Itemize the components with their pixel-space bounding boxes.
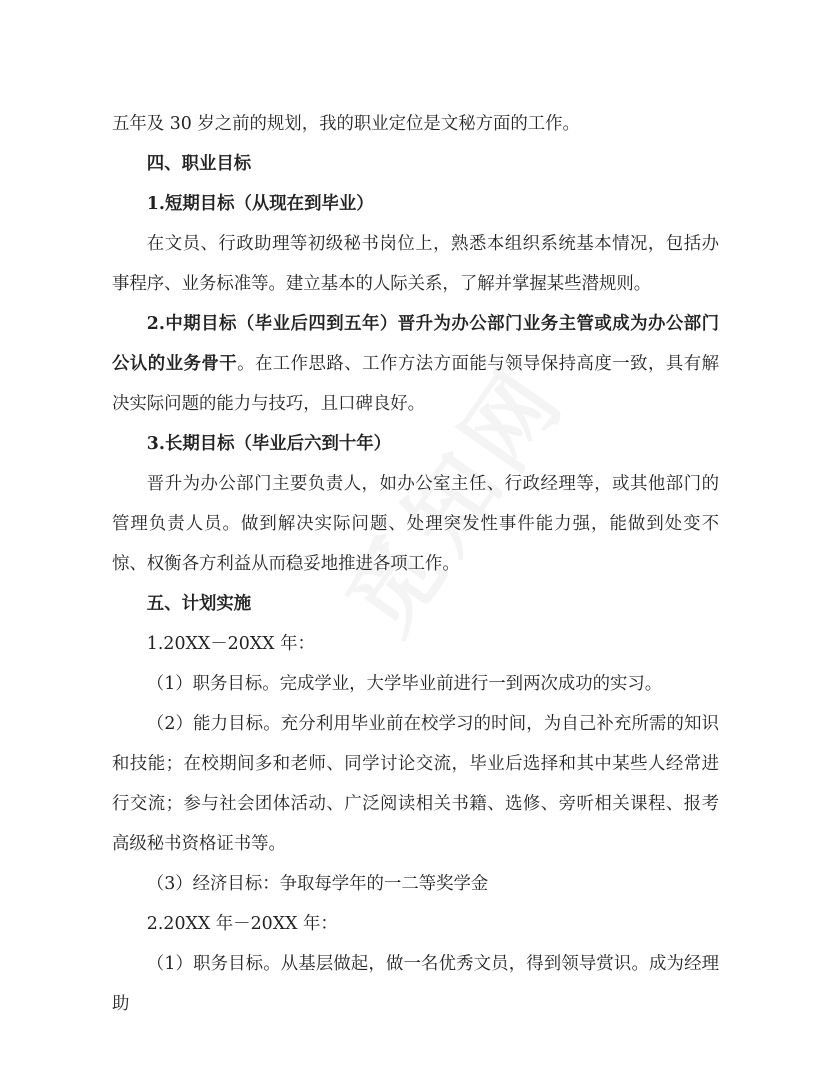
paragraph: 晋升为办公部门主要负责人，如办公室主任、行政经理等，或其他部门的管理负责人员。做到解决实际问题、处理突发性事件能力强，能做到处变不惊、权衡各方利益从而稳妥地推进各项工作。 — [112, 474, 719, 574]
section-heading: 五、计划实施 — [146, 594, 252, 614]
paragraph: 五年及 30 岁之前的规划，我的职业定位是文秘方面的工作。 — [112, 114, 580, 134]
paragraph: 2.20XX 年－20XX 年： — [146, 914, 338, 934]
paragraph-mixed — [112, 304, 719, 424]
section-heading: 四、职业目标 — [146, 154, 252, 174]
paragraph: （2）能力目标。充分利用毕业前在校学习的时间，为自己补充所需的知识和技能；在校期间多和老师、同学讨论交流，毕业后选择和其中某些人经常进行交流；参与社会团体活动、广泛阅读相关书籍、选修、旁听相关课程、报考高级秘书资格证书等。 — [112, 714, 719, 854]
paragraph: （3）经济目标：争取每学年的一二等奖学金 — [146, 874, 489, 894]
paragraph: 1.20XX－20XX 年： — [146, 634, 315, 654]
subheading: 3.长期目标（毕业后六到十年） — [146, 434, 392, 454]
paragraph: 在文员、行政助理等初级秘书岗位上，熟悉本组织系统基本情况，包括办事程序、业务标准等。建立基本的人际关系，了解并掌握某些潜规则。 — [112, 234, 719, 294]
paragraph-text: 。在工作思路、工作方法方面能与领导保持高度一致，具有解决实际问题的能力与技巧，且口碑良好。 — [112, 354, 719, 414]
document-page — [112, 104, 719, 1024]
paragraph: （1）职务目标。完成学业，大学毕业前进行一到两次成功的实习。 — [146, 674, 663, 694]
subheading: 1.短期目标（从现在到毕业） — [146, 194, 374, 214]
subheading: 2.中期目标（毕业后四到五年）晋升为办公部门业务主管或成为办公部门公认的业务骨干 — [112, 314, 719, 374]
paragraph: （1）职务目标。从基层做起，做一名优秀文员，得到领导赏识。成为经理助 — [112, 954, 719, 1014]
